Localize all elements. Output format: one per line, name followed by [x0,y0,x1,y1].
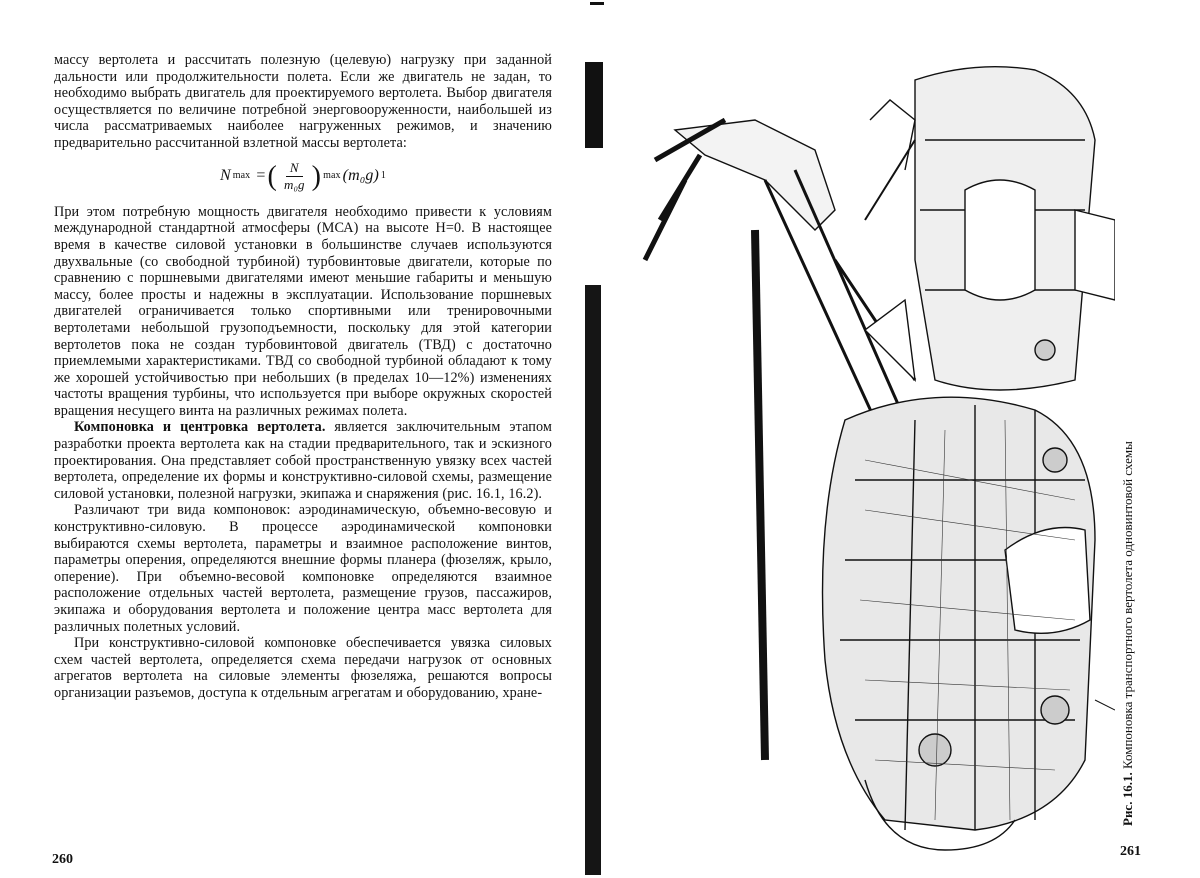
fraction-denominator: m₀g [283,177,305,193]
section-heading: Компоновка и центровка вертолета. [74,419,326,436]
formula-paren-sub: max [323,170,341,182]
figure-caption-text: Компоновка транспортного вертолета одновинтовой схемы [1120,441,1135,770]
formula-fraction [280,160,309,194]
page-number-right: 261 [1120,844,1141,859]
formula-power: N max = ( $\frac{N}{\text{m₀g}}$ ) max (m₀g) 1 [219,159,387,193]
paren-close: ) [311,160,322,192]
gutter-mark [590,2,604,5]
left-page [0,0,590,878]
text-column [54,52,552,702]
gutter-shadow-top [585,62,603,148]
paren-open: ( [267,160,277,192]
formula-lhs: N [219,167,231,185]
page-number-left: 260 [52,852,73,867]
figure-label: Рис. 16.1. [1120,772,1135,826]
gutter-shadow-bottom [585,285,601,875]
paragraph-2: При этом потребную мощность двигателя необходимо привести к условиям международной стандартной атмосферы (МСА) на высоте H=0. В настоящее время в качестве силовой установки в большинстве случаев используются двухвальные (со свободной турбиной) турбовинтовые двигатели, которые по сравнению с поршневыми двигателями имеют меньшие габариты и меньшую массу, более просты и надежны в эксплуатации. Использование поршневых двигателей ограничивается только спортивными или тренировочными вертолетами небольшой грузоподъемности, поскольку для этой категории вертолетов пока не создан турбовинтовой двигатель (ТВД) с достаточно приемлемыми характеристиками. ТВД со свободной турбиной обладают к тому же хорошей устойчивостью при небольших (в пределах 10—12%) изменениях частоты вращения турбины, что используется при выборе окружных скоростей вращения несущего винта на различных режимах полета. [54,203,552,419]
figure-caption [1120,396,1136,826]
formula-tail-sub: 1 [380,170,387,182]
paragraph-3-text: является заключительным этапом разработки проекта вертолета как на стадии предварительного, так и эскизного проектирования. Она представляет собой пространственную увязку всех частей вертолета, определение их формы и конструктивно-силовой схемы, размещение силовой установки, полезной нагрузки, экипажа и снаряжения (рис. 16.1, 16.2). [54,419,552,502]
paragraph-1: массу вертолета и рассчитать полезную (целевую) нагрузку при заданной дальности или продолжительности полета. Если же двигатель не задан, то необходимо выбрать двигатель для проектируемого вертолета. Выбор двигателя осуществляется по величине потребной энерговооруженности, наибольшей из числа рассматриваемых наиболее нагруженных режимов, и значению предварительно рассчитанной взлетной массы вертолета: [54,52,552,151]
paragraph-5: При конструктивно-силовой компоновке обеспечивается увязка силовых схем частей вертолета, определяется схема передачи нагрузок от основных агрегатов вертолета на силовые элементы фюзеляжа, решаются вопросы организации разъемов, доступа к отдельным агрегатам и оборудованию, хране- [54,635,552,701]
paragraph-4: Различают три вида компоновок: аэродинамическую, объемно-весовую и конструктивно-силовую. В процессе аэродинамической компоновки выбираются схемы вертолета, параметры и взаимное расположение винтов, параметры оперения, определяются внешние формы планера (фюзеляж, крыло, оперение). При объемно-весовой компоновке определяются взаимное расположение отдельных частей вертолета, размещение грузов, пассажиров, экипажа и оборудования вертолета и положение центра масс вертолета для различных полетных условий. [54,502,552,635]
helicopter-cutaway-illustration [615,60,1115,865]
paragraph-3 [54,419,552,502]
fraction-numerator: N [286,160,303,178]
formula-tail: (m₀g) [342,167,379,185]
formula-lhs-sub: max [232,170,251,182]
